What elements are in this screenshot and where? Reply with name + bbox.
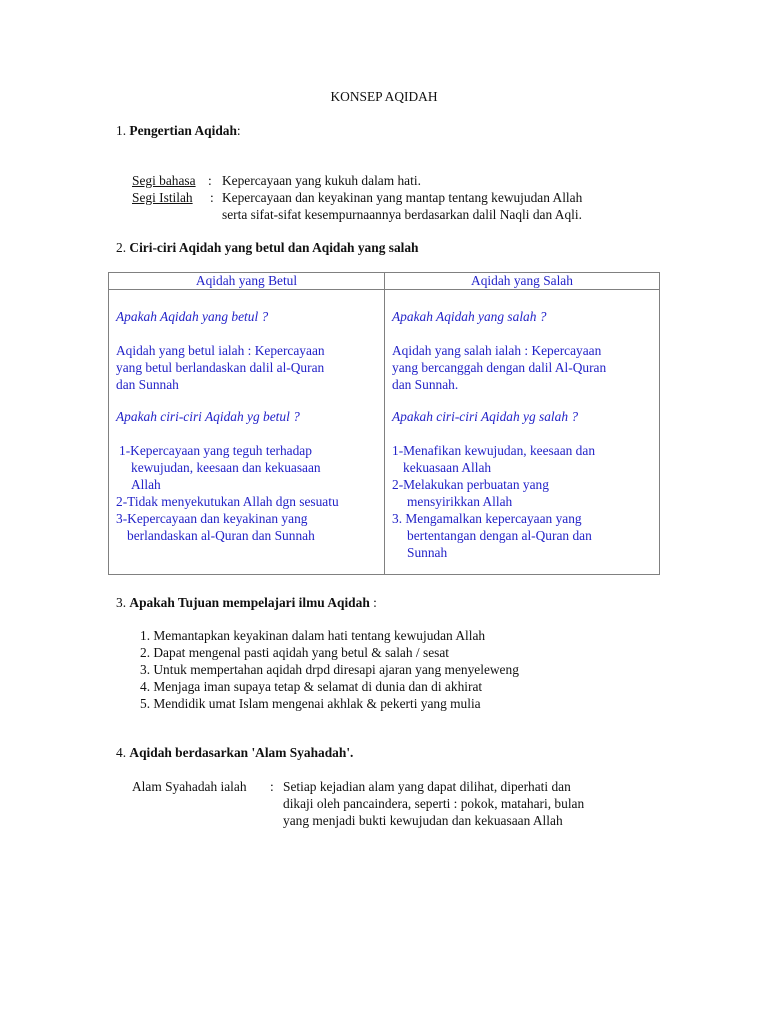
colon: : (373, 595, 377, 610)
list-item: 3. Mengamalkan kepercayaan yang (392, 511, 582, 526)
separator: : (210, 190, 214, 205)
section-title: Aqidah berdasarkan 'Alam Syahadah'. (129, 745, 354, 760)
list-item: 1. Memantapkan keyakinan dalam hati tentang kewujudan Allah (140, 628, 486, 643)
question: Apakah ciri-ciri Aqidah yg salah ? (392, 409, 579, 424)
list-item: 3. Untuk mempertahan aqidah drpd diresapi ajaran yang menyeleweng (140, 662, 519, 677)
table-cell-salah (385, 290, 660, 575)
comparison-table (108, 272, 660, 575)
list-item: 2-Melakukan perbuatan yang (392, 477, 549, 492)
list-item: 2-Tidak menyekutukan Allah dgn sesuatu (116, 494, 339, 509)
section-1-heading (116, 122, 241, 139)
definition-line: dikaji oleh pancaindera, seperti : pokok, matahari, bulan (283, 796, 585, 811)
definition-line: dan Sunnah. (392, 377, 459, 392)
section-4-heading (116, 744, 353, 761)
definition-line: yang bercanggah dengan dalil Al-Quran (392, 360, 607, 375)
question: Apakah ciri-ciri Aqidah yg betul ? (116, 409, 300, 424)
definition-line: yang betul berlandaskan dalil al-Quran (116, 360, 325, 375)
list-item: kekuasaan Allah (403, 460, 492, 475)
list-item: berlandaskan al-Quran dan Sunnah (127, 528, 315, 543)
definition-line: Kepercayaan yang kukuh dalam hati. (222, 173, 421, 188)
term-segi-istilah: Segi Istilah (132, 190, 193, 205)
definition-line: Aqidah yang betul ialah : Kepercayaan (116, 343, 325, 358)
list-item: 2. Dapat mengenal pasti aqidah yang betul & salah / sesat (140, 645, 450, 660)
section-title: Pengertian Aqidah (129, 123, 237, 138)
definition-line: serta sifat-sifat kesempurnaannya berdasarkan dalil Naqli dan Aqli. (222, 207, 582, 222)
list-item: Allah (131, 477, 161, 492)
table-header-betul: Aqidah yang Betul (109, 273, 385, 290)
list-item: 5. Mendidik umat Islam mengenai akhlak & pekerti yang mulia (140, 696, 481, 711)
list-item: Sunnah (407, 545, 448, 560)
section-3-heading (116, 594, 377, 611)
table-cell-betul (109, 290, 385, 575)
definition-line: Aqidah yang salah ialah : Kepercayaan (392, 343, 602, 358)
page-title: KONSEP AQIDAH (330, 89, 438, 104)
definition-line: dan Sunnah (116, 377, 179, 392)
colon: : (236, 123, 241, 138)
section-number: 4. (116, 745, 127, 760)
definition-line: Setiap kejadian alam yang dapat dilihat, diperhati dan (283, 779, 571, 794)
list-item: 1-Kepercayaan yang teguh terhadap (119, 443, 312, 458)
question: Apakah Aqidah yang betul ? (116, 309, 269, 324)
definition-line: Kepercayaan dan keyakinan yang mantap tentang kewujudan Allah (222, 190, 583, 205)
section-title: Ciri-ciri Aqidah yang betul dan Aqidah yang salah (129, 240, 419, 255)
list-item: 4. Menjaga iman supaya tetap & selamat di dunia dan di akhirat (140, 679, 483, 694)
separator: : (208, 173, 212, 188)
section-2-heading (116, 239, 419, 256)
section-number: 3. (116, 595, 127, 610)
section-number: 2. (116, 240, 127, 255)
term-alam-syahadah: Alam Syahadah ialah (132, 779, 247, 794)
list-item: 1-Menafikan kewujudan, keesaan dan (392, 443, 596, 458)
list-item: bertentangan dengan al-Quran dan (407, 528, 592, 543)
definition-line: yang menjadi bukti kewujudan dan kekuasaan Allah (283, 813, 563, 828)
section-number: 1. (116, 123, 127, 138)
list-item: 3-Kepercayaan dan keyakinan yang (116, 511, 308, 526)
term-segi-bahasa: Segi bahasa (132, 173, 196, 188)
list-item: mensyirikkan Allah (407, 494, 513, 509)
section-title: Apakah Tujuan mempelajari ilmu Aqidah (129, 595, 370, 610)
question: Apakah Aqidah yang salah ? (392, 309, 547, 324)
separator: : (270, 779, 274, 794)
table-header-salah: Aqidah yang Salah (385, 273, 660, 290)
list-item: kewujudan, keesaan dan kekuasaan (131, 460, 321, 475)
